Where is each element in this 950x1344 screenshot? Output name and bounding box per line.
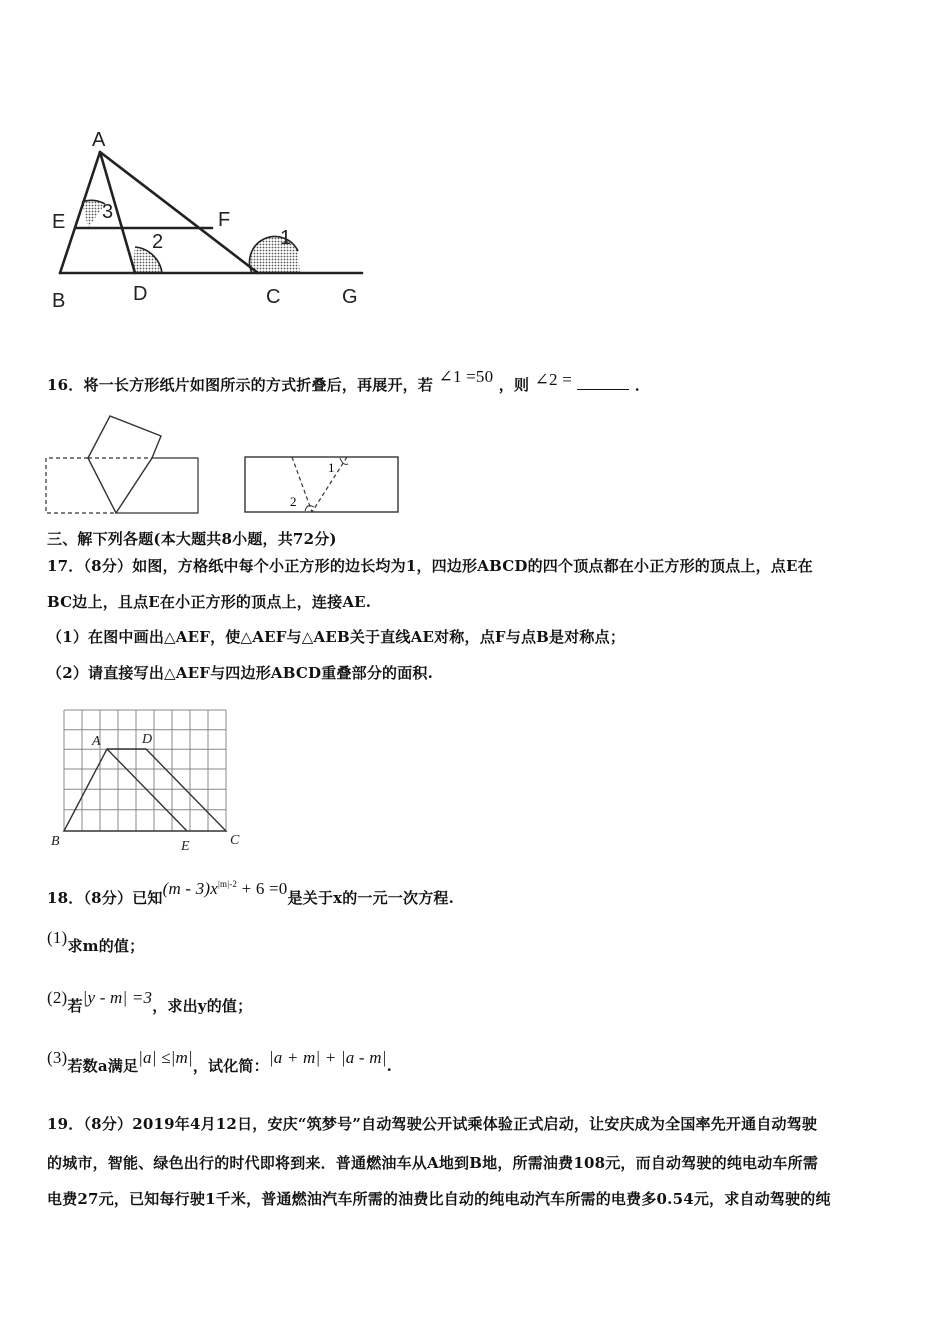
q18-part3-pre: 若数a满足 [67, 1057, 139, 1075]
q16-math-angle2: ∠2 = [534, 370, 572, 389]
q16-answer-blank[interactable] [577, 375, 629, 390]
q18-equation-left: (m - 3)x [162, 879, 219, 898]
grid-label-A: A [92, 734, 101, 749]
q18-equation-right: + 6 =0 [237, 879, 288, 898]
q18-part2 [47, 988, 253, 1016]
label-A: A [92, 129, 106, 151]
label-angle-1: 1 [280, 227, 292, 249]
q16-prefix: 16．将一长方形纸片如图所示的方式折叠后，再展开，若 [47, 376, 434, 394]
grid-label-E: E [181, 839, 190, 854]
question-18 [47, 879, 455, 908]
q18-part1 [47, 928, 145, 956]
q17-line2: BC边上，且点E在小正方形的顶点上，连接AE. [47, 593, 372, 611]
q18-part3-post: . [386, 1057, 393, 1075]
q18-part2-post: ，求出y的值； [152, 997, 253, 1015]
q18-part2-math: |y - m| =3 [82, 988, 153, 1007]
section-3-title: 三、解下列各题(本大题共8小题，共72分) [47, 530, 337, 548]
q18-equation-exponent: |m|-2 [218, 879, 238, 889]
folding-figure-right [240, 452, 404, 516]
q18-part3-mid: ，试化简： [192, 1057, 269, 1075]
q16-mid: ，则 [498, 376, 530, 394]
q19-line3: 电费27元，已知每行驶1千米，普通燃油汽车所需的油费比自动的纯电动汽车所需的电费多0.54元，求自动驾驶的纯 [47, 1190, 831, 1208]
folding-figure-left [40, 410, 210, 520]
q17-line1: 17．（8分）如图，方格纸中每个小正方形的边长均为1，四边形ABCD的四个顶点都在小正方形的顶点上，点E在 [47, 557, 813, 575]
q17-part1: （1）在图中画出△AEF，使△AEF与△AEB关于直线AE对称，点F与点B是对称点； [47, 628, 626, 646]
label-angle-3: 3 [102, 201, 114, 223]
q18-part1-number: (1) [47, 928, 68, 947]
grid-label-C: C [230, 833, 240, 848]
q18-prefix: 18．（8分）已知 [47, 889, 163, 907]
q17-part2: （2）请直接写出△AEF与四边形ABCD重叠部分的面积. [47, 664, 434, 682]
fold-label-2: 2 [290, 494, 297, 509]
q18-part3-math1: |a| ≤|m| [138, 1048, 193, 1067]
triangle-figure [40, 120, 380, 320]
label-F: F [218, 209, 231, 231]
q18-part3-math2: |a + m| + |a - m| [268, 1048, 387, 1067]
q18-part2-number: (2) [47, 988, 68, 1007]
angle-1-shade [250, 237, 300, 273]
line-AC [100, 152, 258, 273]
label-E: E [52, 211, 66, 233]
q18-part1-text: 求m的值； [67, 937, 145, 955]
quadrilateral-ABCD [64, 749, 226, 831]
segment-AE [107, 749, 187, 831]
label-B: B [52, 290, 66, 312]
question-16 [47, 367, 651, 395]
q18-part2-pre: 若 [67, 997, 83, 1015]
label-angle-2: 2 [152, 231, 164, 253]
grid-label-B: B [51, 834, 60, 849]
q16-suffix: ． [634, 376, 651, 394]
grid-label-D: D [142, 732, 153, 747]
q18-suffix: 是关于x的一元一次方程. [287, 889, 455, 907]
q18-part3 [47, 1048, 393, 1076]
label-G: G [342, 286, 358, 308]
label-C: C [266, 286, 281, 308]
fold-label-1: 1 [328, 460, 335, 475]
grid-figure [45, 700, 250, 860]
q18-part3-number: (3) [47, 1048, 68, 1067]
q19-line1: 19．（8分）2019年4月12日，安庆“筑梦号”自动驾驶公开试乘体验正式启动，让安庆成为全国率先开通自动驾驶 [47, 1115, 818, 1133]
label-D: D [133, 283, 148, 305]
q19-line2: 的城市，智能、绿色出行的时代即将到来．普通燃油车从A地到B地，所需油费108元，而自动驾驶的纯电动车所需 [47, 1154, 819, 1172]
q16-math-angle1: ∠1 =50 [438, 367, 494, 386]
